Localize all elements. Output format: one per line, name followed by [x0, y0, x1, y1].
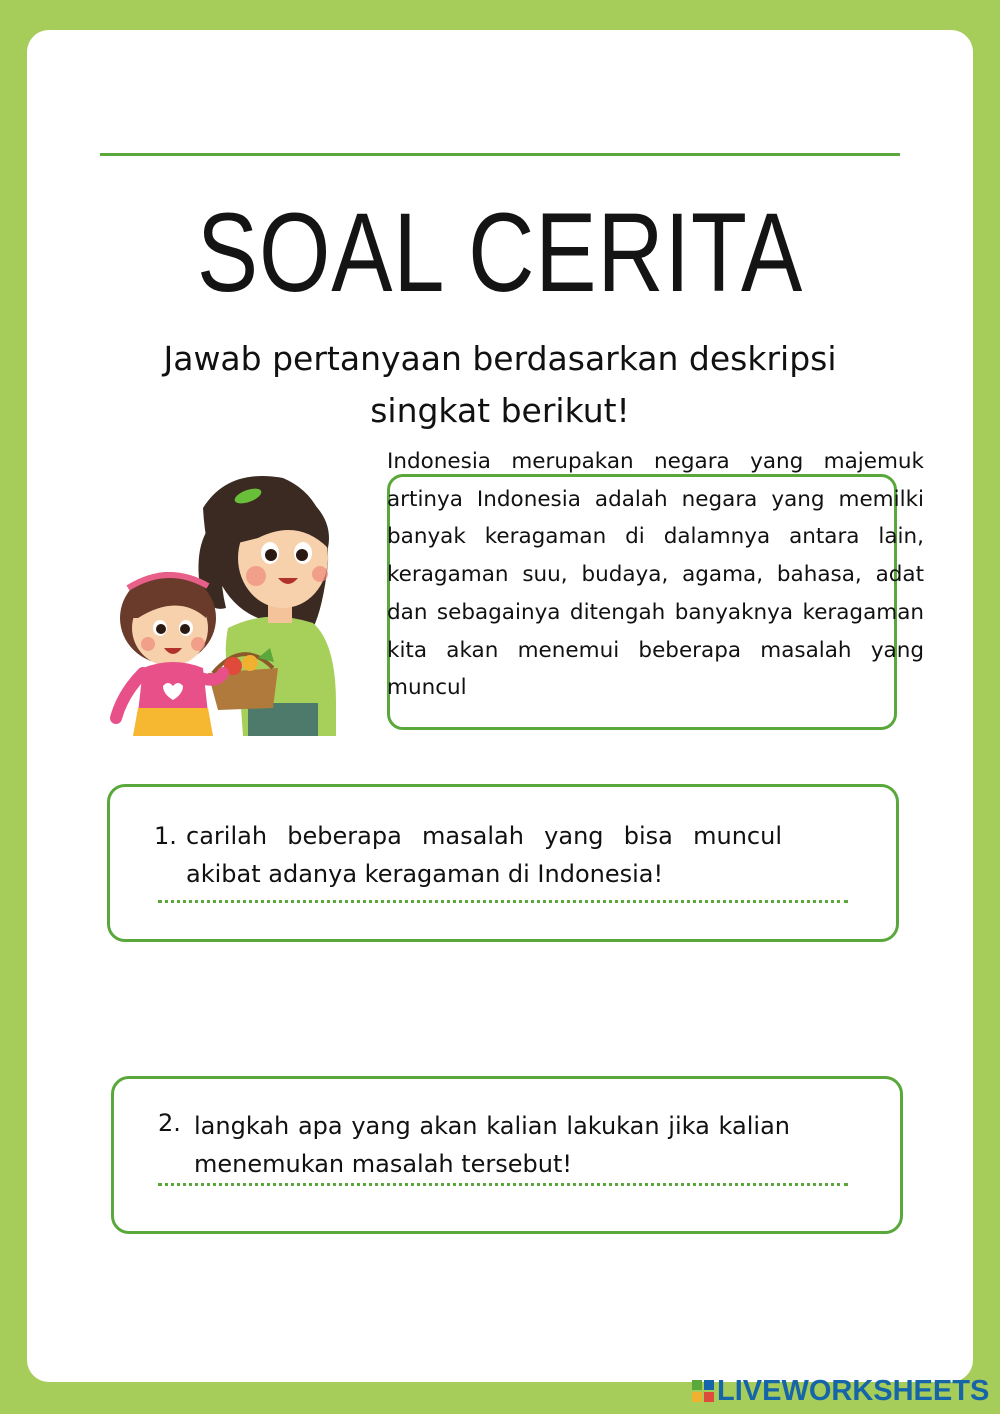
top-divider	[100, 153, 900, 156]
question-card-2	[111, 1076, 903, 1234]
liveworksheets-logo-icon	[692, 1380, 714, 1402]
brand-label: LIVEWORKSHEETS	[717, 1374, 990, 1407]
mother-daughter-illustration	[108, 468, 348, 736]
question-card-1	[107, 784, 899, 942]
answer-field-2[interactable]	[158, 1183, 848, 1186]
question-text: carilah beberapa masalah yang bisa muncul akibat adanya keragaman di Indonesia!	[186, 822, 782, 888]
question-text: langkah apa yang akan kalian lakukan jika kalian menemukan masalah tersebut!	[194, 1112, 790, 1178]
question-number: 1.	[154, 822, 177, 850]
worksheet-title: SOAL CERITA	[196, 190, 804, 315]
description-text: Indonesia merupakan negara yang majemuk artinya Indonesia adalah negara yang memilki banyak keragaman di dalamnya antara lain, keragaman suu, budaya, agama, bahasa, adat dan sebagainya ditengah banyaknya keragaman kita akan menemui beberapa masalah yang muncul	[387, 449, 924, 701]
worksheet-subtitle: Jawab pertanyaan berdasarkan deskripsi singkat berikut!	[163, 339, 837, 430]
liveworksheets-brand[interactable]	[692, 1374, 989, 1408]
question-number: 2.	[158, 1109, 181, 1137]
answer-field-1[interactable]	[158, 900, 848, 903]
